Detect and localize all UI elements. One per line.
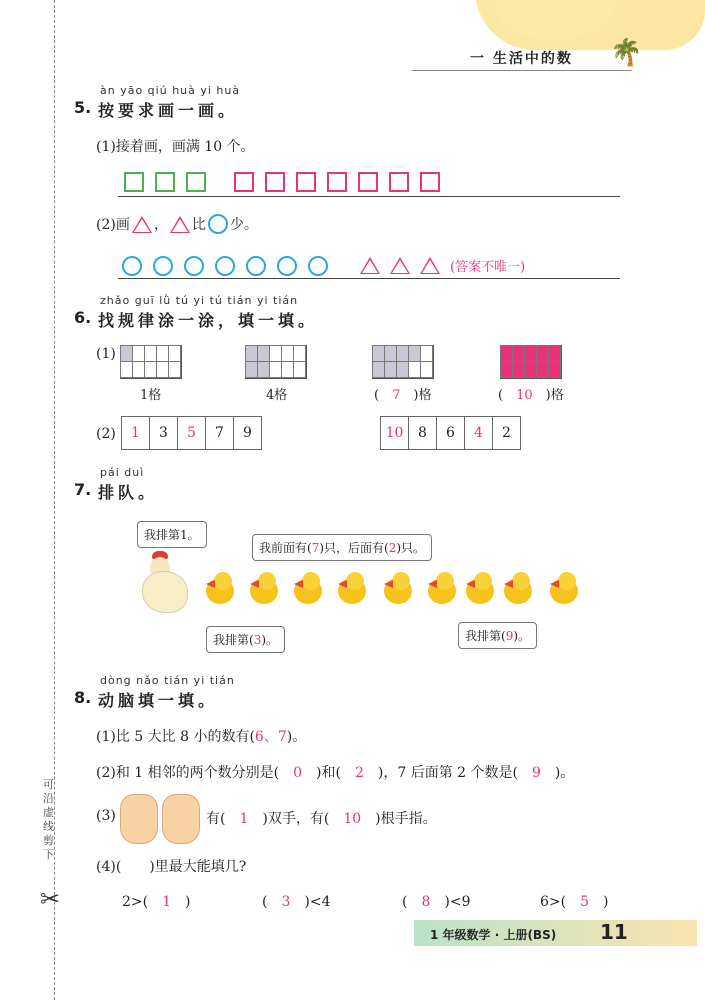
sequence-cell: 10 [381, 417, 409, 449]
chapter-title: 一 生活中的数 [470, 51, 573, 67]
b4-ans: 9 [505, 629, 514, 643]
b4a: 我排第( [465, 629, 506, 643]
scissors-icon: ✂ [40, 885, 61, 913]
circle-icon [277, 256, 297, 276]
ineq1-post: ) [185, 894, 191, 910]
q8-part3-label: (3) [96, 808, 116, 824]
q6-pinyin: zhǎo guī lǜ tú yi tú tián yi tián [100, 294, 299, 307]
b3a: 我排第( [213, 633, 254, 647]
cut-instruction: 可沿虚线剪下 [43, 778, 54, 861]
q5-number: 5. [74, 98, 92, 117]
hands-icon [120, 794, 200, 848]
q5-pinyin: àn yāo qiú huà yi huà [100, 84, 241, 97]
grid-cells [245, 345, 307, 379]
ineq3-pre: ( [402, 894, 408, 910]
inequality-3 [402, 891, 471, 911]
inequality-4 [540, 891, 609, 911]
grid-unit-4: 格 [550, 388, 564, 403]
q8p2d: )。 [554, 765, 575, 781]
sequence-cell: 3 [150, 417, 178, 449]
q6-part1-label: (1) [96, 346, 116, 362]
q5-triangles-answer [360, 256, 525, 275]
chick-icon [548, 572, 578, 606]
grid-cell [168, 345, 181, 362]
b2b: )只，后面有( [319, 541, 389, 555]
green-square [155, 172, 175, 192]
q5-part2-text [96, 214, 258, 234]
grid-unit-3: 格 [418, 388, 432, 403]
b2-ans2: 2 [388, 541, 397, 555]
q8p3a: 有( [206, 811, 226, 827]
pink-square [296, 172, 316, 192]
q8p2-ans2: 2 [354, 765, 364, 781]
q8-pinyin: dòng nǎo tián yi tián [100, 674, 235, 687]
inequality-2 [262, 891, 331, 911]
ineq1-pre: 2>( [122, 894, 149, 910]
q6-title: 找规律涂一涂，填一填。 [98, 311, 319, 330]
q5-p2-comma: ， [153, 217, 168, 233]
grid-answer-4: 10 [516, 388, 533, 403]
circle-icon [184, 256, 204, 276]
circle-icon [122, 256, 142, 276]
grid-cell [293, 345, 306, 362]
ineq4-ans: 5 [580, 894, 590, 910]
pink-square [389, 172, 409, 192]
chick-icon [464, 572, 494, 606]
q8-part1 [96, 726, 306, 746]
grid-caption-3: ( 7 )格 [374, 388, 432, 403]
q5-p2-suffix: 少。 [229, 217, 258, 233]
b3-ans: 3 [253, 633, 262, 647]
q8-title: 动脑填一填。 [98, 691, 219, 710]
chick-speech-bubble-3 [206, 626, 285, 653]
sequence-cell: 5 [178, 417, 206, 449]
pattern-grid-4 [500, 345, 562, 379]
triangle-icon [420, 257, 440, 274]
q6-number: 6. [74, 308, 92, 327]
pink-square [327, 172, 347, 192]
chick-icon [204, 572, 234, 606]
pattern-grid-3 [372, 345, 434, 379]
circle-icon [153, 256, 173, 276]
inequality-1 [122, 891, 191, 911]
q5-green-squares [124, 172, 217, 196]
q8p2-ans1: 0 [293, 765, 303, 781]
palm-tree-icon: 🌴 [610, 38, 643, 68]
chick-speech-bubble-2 [252, 534, 432, 561]
q7-title: 排队。 [98, 483, 159, 502]
triangle-icon [390, 257, 410, 274]
triangle-icon [132, 216, 152, 233]
pink-square [234, 172, 254, 192]
q7-pinyin: pái duì [100, 466, 145, 479]
grid-cell [548, 345, 561, 362]
chick-icon [292, 572, 322, 606]
q8p1b: )。 [286, 729, 307, 745]
b2a: 我前面有( [259, 541, 312, 555]
q5-answer-line-1 [118, 196, 620, 197]
b2-ans1: 7 [311, 541, 320, 555]
q8p1a: (1)比 5 大比 8 小的数有( [96, 729, 255, 745]
circle-icon [308, 256, 328, 276]
chick-speech-bubble-4 [458, 622, 537, 649]
q8p3b: )双手，有( [262, 811, 330, 827]
pattern-grid-2 [245, 345, 307, 379]
ineq4-pre: 6>( [540, 894, 567, 910]
q5-pink-squares-answer [234, 172, 451, 196]
q6-part2-label: (2) [96, 426, 116, 442]
grid-cells [500, 345, 562, 379]
ineq4-post: ) [603, 894, 609, 910]
q8p3-ans2: 10 [343, 811, 362, 827]
chick-icon [382, 572, 412, 606]
header-rule [412, 70, 632, 71]
q8p3-ans1: 1 [239, 811, 249, 827]
grid-cells [120, 345, 182, 379]
q8-part3 [206, 808, 437, 828]
pink-square [358, 172, 378, 192]
left-hand-icon [120, 794, 158, 844]
ineq2-post: )<4 [304, 894, 331, 910]
grid-cell [293, 361, 306, 378]
ineq2-ans: 3 [281, 894, 291, 910]
ineq3-ans: 8 [421, 894, 431, 910]
grid-cell [548, 361, 561, 378]
chick-icon [502, 572, 532, 606]
b2c: )只。 [396, 541, 426, 555]
b3b: )。 [261, 633, 279, 647]
pink-square [420, 172, 440, 192]
circle-icon [208, 214, 228, 234]
q8-number: 8. [74, 688, 92, 707]
grid-cells [372, 345, 434, 379]
sequence-cell: 2 [502, 425, 511, 441]
q8-part4: (4)( )里最大能填几? [96, 859, 247, 875]
sequence-cell: 1 [122, 417, 150, 449]
ineq2-pre: ( [262, 894, 268, 910]
chick-icon [426, 572, 456, 606]
grid-cell [168, 361, 181, 378]
grid-cell [420, 361, 433, 378]
pink-square [265, 172, 285, 192]
grid-caption-4: ( 10 )格 [498, 388, 564, 403]
green-square [124, 172, 144, 192]
right-hand-icon [162, 794, 200, 844]
sequence-cell: 7 [206, 417, 234, 449]
q8p3c: )根手指。 [375, 811, 437, 827]
q5-p2-prefix: (2)画 [96, 217, 130, 233]
ineq3-post: )<9 [444, 894, 471, 910]
q5-title: 按要求画一画。 [98, 101, 239, 120]
green-square [186, 172, 206, 192]
hen-image [142, 553, 188, 615]
sequence-cell: 4 [465, 417, 493, 449]
sequence-cell: 6 [437, 417, 465, 449]
chick-icon [248, 572, 278, 606]
book-title: 1 年级数学 · 上册(BS) [430, 928, 557, 942]
q7-number: 7. [74, 480, 92, 499]
q5-part1-text: (1)接着画，画满 10 个。 [96, 139, 255, 155]
sequence-cell: 9 [243, 425, 252, 441]
circle-icon [215, 256, 235, 276]
q5-circles [122, 256, 339, 280]
grid-cell [420, 345, 433, 362]
circle-icon [246, 256, 266, 276]
answer-note: (答案不唯一) [450, 260, 526, 275]
q8-part2 [96, 762, 574, 782]
grid-caption-1: 1格 [140, 388, 162, 403]
sequence-cell: 8 [409, 417, 437, 449]
number-sequence-1 [121, 416, 262, 450]
grid-caption-2: 4格 [266, 388, 288, 403]
number-sequence-2 [380, 416, 521, 450]
b4b: )。 [513, 629, 531, 643]
q5-p2-bi: 比 [191, 217, 206, 233]
triangle-icon [360, 257, 380, 274]
q5-answer-line-2 [118, 278, 620, 279]
pattern-grid-1 [120, 345, 182, 379]
page-number: 11 [600, 920, 628, 944]
ineq1-ans: 1 [162, 894, 172, 910]
q8p2-ans3: 9 [531, 765, 541, 781]
q8p2b: )和( [316, 765, 341, 781]
grid-answer-3: 7 [392, 388, 401, 403]
q8p2a: (2)和 1 相邻的两个数分别是( [96, 765, 280, 781]
chick-icon [336, 572, 366, 606]
q8p1-ans: 6、7 [254, 729, 287, 745]
q8p2c: )，7 后面第 2 个数是( [377, 765, 518, 781]
hen-speech-bubble: 我排第1。 [137, 521, 207, 548]
triangle-icon [170, 216, 190, 233]
